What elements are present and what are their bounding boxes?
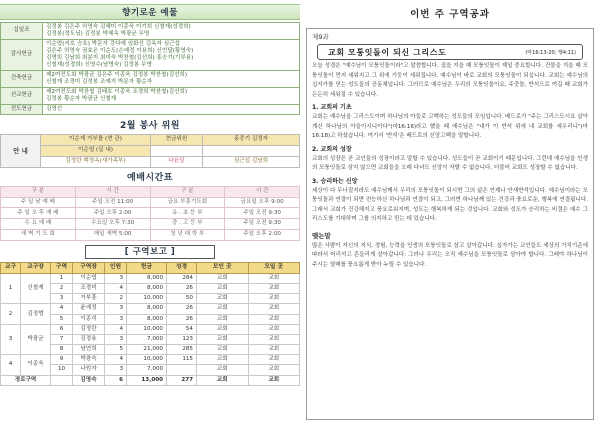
report-cell: 교회 xyxy=(248,304,300,314)
lesson-intro: 오늘 성경은 "예수님이 모퉁잇돌이라"고 말씀합니다. 집을 지을 때 모퉁잇돌이 제일 중요합니다. 건물을 지을 때 모퉁잇돌이 먼저 세워지고 그 위에 기둥이 세워집니다. 예수님이 바로 교회의 모퉁잇돌이 되십니다. 교회는 예수님의 십자가를 믿는 성도들의 공동체입니다. 그러므로 예수님은 우리의 모퉁잇돌이요, 주춧돌, 반석으로 여길 때 교회가 든든히 세워질 수 있습니다. xyxy=(312,63,588,98)
report-cell: 277 xyxy=(167,375,197,385)
report-cell: 이순엽 xyxy=(73,273,105,283)
volunteer-label: 안 내 xyxy=(1,134,41,167)
district-number: 2 xyxy=(1,304,21,324)
volunteer-cell: 이순엽 (실 내) xyxy=(41,145,151,156)
schedule-row xyxy=(1,197,300,208)
report-cell: 8,000 xyxy=(127,273,167,283)
lesson-number: 제9과 xyxy=(312,33,329,41)
report-header xyxy=(1,262,300,273)
report-cell: 교회 xyxy=(248,345,300,355)
lesson-reference: (마16:13-20; 행4:11) xyxy=(525,49,576,56)
offering-line: 제2여전도회 박찬철 김태호 이종욱 조경희 박찬철(김선희) xyxy=(46,88,188,95)
report-cell: 8,000 xyxy=(127,314,167,324)
report-cell xyxy=(167,365,197,375)
report-cell: 교회 xyxy=(197,273,249,283)
report-cell: 김정용 xyxy=(73,334,105,344)
report-cell: 50 xyxy=(167,294,197,304)
closing-text: 많은 사람이 자신의 지식, 경험, 능력을 인생의 모퉁잇돌로 삼고 살아갑니다. 십자가는 교인들도 세상의 가치기준에 따라서 어리석고 흔들리게 살아갑니다. 그러나 우리는 오직 예수님을 모퉁잇돌로 삼아야 합니다. 그래야 하나님이 주시는 열매를 풍요롭게 받아 누릴 수 있습니다. xyxy=(312,242,588,268)
report-cell: 교회 xyxy=(197,365,249,375)
schedule-cell: 주일 오전 11:00 xyxy=(75,197,150,208)
offering-names xyxy=(43,23,300,40)
report-cell: 교회 xyxy=(197,345,249,355)
offering-category: 십일조 xyxy=(1,23,43,40)
report-row xyxy=(1,304,300,314)
report-cell: 26 xyxy=(167,304,197,314)
offering-row xyxy=(1,23,300,40)
report-cell: 10 xyxy=(51,365,73,375)
volunteer-cell: 홍중기 김정자 xyxy=(203,134,300,145)
report-column-header: 인원 xyxy=(105,262,127,273)
report-cell: 21,000 xyxy=(127,345,167,355)
offering-row xyxy=(1,70,300,87)
section-heading: 1. 교회의 기초 xyxy=(312,104,352,112)
report-cell: 나원자 xyxy=(73,365,105,375)
schedule-cell: 새 벽 기 도 회 xyxy=(1,229,76,240)
report-cell: 4 xyxy=(105,284,127,294)
page-title: 이번 주 구역공과 xyxy=(410,9,490,20)
offering-line: 김명희 김남희 최분지 최미숙 박찬철(김선희) 홍승기(기부용) xyxy=(46,54,194,61)
right-panel xyxy=(300,0,600,424)
offering-title: 향기로운 예물 xyxy=(0,4,300,20)
closing-heading: 맺는말 xyxy=(312,231,331,240)
report-cell: 2 xyxy=(51,284,73,294)
report-cell: 2 xyxy=(105,294,127,304)
schedule-cell: 금요 부흥기도회 xyxy=(150,197,225,208)
report-cell: 교회 xyxy=(197,294,249,304)
report-column-header: 모인 곳 xyxy=(197,262,249,273)
offering-names xyxy=(43,87,300,104)
report-cell: 박광숙 xyxy=(73,355,105,365)
schedule-cell: 주일 오후 2:00 xyxy=(225,229,300,240)
report-cell: 교회 xyxy=(197,304,249,314)
report-cell: 교회 xyxy=(248,294,300,304)
schedule-row xyxy=(1,219,300,230)
offering-category: 건축헌금 xyxy=(1,70,43,87)
report-cell: 8 xyxy=(51,345,73,355)
schedule-cell: 매일 새벽 5:00 xyxy=(75,229,150,240)
schedule-cell: 주 일 낮 예 배 xyxy=(1,197,76,208)
report-cell: 교회 xyxy=(197,324,249,334)
report-cell: 교회 xyxy=(197,334,249,344)
report-cell: 3 xyxy=(51,294,73,304)
volunteer-table xyxy=(0,134,300,168)
report-cell: 3 xyxy=(105,304,127,314)
report-cell: 7 xyxy=(51,334,73,344)
offering-category: 선교헌금 xyxy=(1,87,43,104)
report-row xyxy=(1,324,300,334)
report-cell: 8,000 xyxy=(127,284,167,294)
report-column-header: 모일 곳 xyxy=(248,262,300,273)
report-cell: 교회 xyxy=(197,375,249,385)
report-cell: 김영숙 xyxy=(73,375,105,385)
report-cell: 3 xyxy=(105,314,127,324)
report-row xyxy=(1,273,300,283)
report-cell: 교회 xyxy=(248,284,300,294)
district-leader: 김정범 xyxy=(21,304,51,324)
report-cell: 10,000 xyxy=(127,324,167,334)
report-cell: 6 xyxy=(51,324,73,334)
offering-names xyxy=(43,39,300,70)
offering-line: 김정봉 황순자 박광균 신철재 xyxy=(46,95,117,102)
report-cell: 이종석 xyxy=(73,314,105,324)
report-cell: 교회 xyxy=(197,314,249,324)
schedule-cell: 주일 오전 9:30 xyxy=(225,219,300,230)
report-cell: 교회 xyxy=(197,355,249,365)
offering-line: 신철재(성경희) 신영수(남명숙) 김정봉 무명 xyxy=(46,61,152,68)
offering-line: 김영선 xyxy=(46,105,63,112)
report-cell: 교회 xyxy=(248,355,300,365)
offering-category: 감사헌금 xyxy=(1,39,43,70)
schedule-cell: 주일 오후 2:00 xyxy=(75,208,150,219)
section-text: 교회의 성장은 곧 교인들의 성장이라고 말할 수 있습니다. 성도들이 곧 교회이기 때문입니다. 그런데 예수님을 인생의 모퉁잇돌로 삼지 않으면 교회들을 오래 다녀도 신앙이 자랄 수 없습니다. 더불어 교회도 성장할 수 없습니다. xyxy=(312,155,588,172)
schedule-title: 예배시간표 xyxy=(127,172,173,183)
schedule-row xyxy=(1,208,300,219)
offering-row xyxy=(1,87,300,104)
volunteer-title: 2월 봉사 위원 xyxy=(120,120,180,131)
schedule-header-cell: 구 분 xyxy=(1,186,76,197)
district-number: 4 xyxy=(1,355,21,375)
report-cell xyxy=(51,375,73,385)
offering-line: 신철재 조경미 김정봉 조예지 박문자 황순자 xyxy=(46,78,153,85)
volunteer-cell: 다윤달 xyxy=(151,156,203,167)
schedule-cell: 중 . 고 등 부 xyxy=(150,219,225,230)
report-cell: 6 xyxy=(105,375,127,385)
report-cell: 거부흥 xyxy=(73,294,105,304)
report-cell: 285 xyxy=(167,345,197,355)
offering-table xyxy=(0,22,300,115)
report-cell: 9 xyxy=(51,355,73,365)
report-cell: 김정란 xyxy=(73,324,105,334)
offering-names xyxy=(43,104,300,114)
district-number: 1 xyxy=(1,273,21,304)
schedule-cell: 수 요 예 배 xyxy=(1,219,76,230)
report-cell: 123 xyxy=(167,334,197,344)
report-column-header: 성경 xyxy=(167,262,197,273)
schedule-cell: 주일 오전 9:30 xyxy=(225,208,300,219)
report-elder-row xyxy=(1,375,300,385)
report-cell: 10,000 xyxy=(127,355,167,365)
report-column-header: 교구장 xyxy=(21,262,51,273)
report-cell: 26 xyxy=(167,284,197,294)
schedule-header xyxy=(1,186,300,197)
volunteer-cell: 심근섭 김남희 xyxy=(203,156,300,167)
volunteer-cell: 이순재 가부틀 (현 관) xyxy=(41,134,151,145)
district-leader: 이종욱 xyxy=(21,355,51,375)
lesson-box xyxy=(306,28,594,420)
section-text: 교회는 예수님을 그리스도이며 하나님의 아들로 고백하는 성도들의 모임입니다. 베드로가 "주는 그리스도시요 살아계신 하나님의 아들이시니이다"(마16:16)라고 했을 때 예수님은 "내가 이 반석 위에 내 교회를 세우리니"(마16:18)고 하셨습니다. 여기서 '반석'은 베드로의 신앙고백을 말합니다. xyxy=(312,114,588,140)
report-column-header: 구역 xyxy=(51,262,73,273)
offering-line: 제2여전도회 박광균 김은주 이종욱 김정봉 박찬철(김선희) xyxy=(46,71,188,78)
district-leader: 신철재 xyxy=(21,273,51,304)
report-cell: 교회 xyxy=(248,273,300,283)
report-cell: 교회 xyxy=(248,324,300,334)
district-leader: 박광균 xyxy=(21,324,51,355)
elder-district-label: 경로구역 xyxy=(1,375,51,385)
schedule-header-cell: 시 간 xyxy=(75,186,150,197)
schedule-cell: 금요일 오후 9:00 xyxy=(225,197,300,208)
report-cell: 4 xyxy=(51,304,73,314)
report-cell: 5 xyxy=(51,314,73,324)
report-cell: 7,000 xyxy=(127,334,167,344)
report-cell: 115 xyxy=(167,355,197,365)
report-cell: 8,000 xyxy=(127,304,167,314)
offering-line: 이순엽(지호 승호) 박문자 강다예 임화선 김옥자 심근섭 xyxy=(46,40,180,47)
report-cell: 교회 xyxy=(197,284,249,294)
offering-line: 김정봉 김은주 허영숙 김혜미 이종욱 이기희 신철재(성경희) xyxy=(46,24,191,30)
report-cell: 10,000 xyxy=(127,294,167,304)
lesson-title-box xyxy=(317,44,583,60)
offering-names xyxy=(43,70,300,87)
report-cell: 3 xyxy=(105,334,127,344)
report-cell: 윤예정 xyxy=(73,304,105,314)
district-number: 3 xyxy=(1,324,21,355)
report-cell: 7,000 xyxy=(127,365,167,375)
schedule-cell: 유 . 초 등 부 xyxy=(150,208,225,219)
schedule-row xyxy=(1,229,300,240)
volunteer-cell: 김정란 백정옥(새가족부) xyxy=(41,156,151,167)
report-cell: 4 xyxy=(105,355,127,365)
report-cell: 1 xyxy=(51,273,73,283)
section-text: 세상이 다 무너질지라도 예수님께서 우리의 모퉁잇돌이 되시면 그의 삶은 언제나 안새반석입니다. 예수님이라는 모퉁잇돌과 연결이 되면 전능하신 하나님과 연결이 되고, 그러면 하나님께 있는 건강과 풍요로운, 행복에 연결됩니다. 그래서 교회가 건강해지고 풍요로워지며, 성도는 행복하게 되는 것입니다. 교회와 성도가 승리하는 비결은 예수 그리스도를 기대하며 그를 의지하고 믿는 데 있습니다. xyxy=(312,187,588,223)
offering-line: 김정봉(정도님) 김정봉 박혜옥 박광균 무명 xyxy=(46,30,150,37)
report-cell: 5 xyxy=(105,345,127,355)
report-column-header: 구역장 xyxy=(73,262,105,273)
schedule-cell: 수요일 오후 7:30 xyxy=(75,219,150,230)
report-column-header: 헌금 xyxy=(127,262,167,273)
report-cell: 교회 xyxy=(248,375,300,385)
report-cell: 교회 xyxy=(248,365,300,375)
schedule-table xyxy=(0,186,300,241)
section-heading: 3. 승리하는 신앙 xyxy=(312,177,358,185)
schedule-cell: 청 년 대 학 부 xyxy=(150,229,225,240)
report-cell: 3 xyxy=(105,365,127,375)
offering-category: 전도헌금 xyxy=(1,104,43,114)
report-cell: 조경미 xyxy=(73,284,105,294)
offering-row xyxy=(1,104,300,114)
report-cell: 26 xyxy=(167,314,197,324)
offering-line: 김은주 허영숙 권효은 이순도(손예정 이용희) 신언달(황영숙) xyxy=(46,47,194,54)
report-cell: 4 xyxy=(105,324,127,334)
volunteer-cell: 현금위원 xyxy=(151,134,203,145)
schedule-header-cell: 시 간 xyxy=(225,186,300,197)
report-cell: 남연희 xyxy=(73,345,105,355)
report-row xyxy=(1,355,300,365)
report-cell: 54 xyxy=(167,324,197,334)
schedule-header-cell: 구 분 xyxy=(150,186,225,197)
report-cell: 교회 xyxy=(248,314,300,324)
schedule-cell: 주 일 오 후 예 배 xyxy=(1,208,76,219)
offering-row xyxy=(1,39,300,70)
lesson-title: 교회 모퉁잇돌이 되신 그리스도 xyxy=(328,47,447,57)
report-title: [ 구역보고 ] xyxy=(85,245,215,259)
report-cell: 284 xyxy=(167,273,197,283)
report-cell: 3 xyxy=(105,273,127,283)
report-cell: 13,000 xyxy=(127,375,167,385)
report-column-header: 교구 xyxy=(1,262,21,273)
report-cell: 교회 xyxy=(248,334,300,344)
report-table xyxy=(0,262,300,386)
section-heading: 2. 교회의 성장 xyxy=(312,145,352,153)
